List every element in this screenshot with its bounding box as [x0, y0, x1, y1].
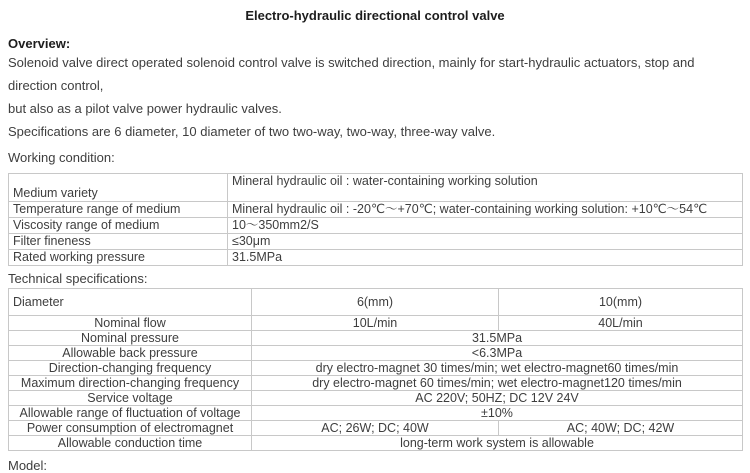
column-header-10mm: 10(mm)	[499, 289, 743, 316]
table-row-allowable-back-pressure	[9, 346, 743, 361]
technical-specifications-heading: Technical specifications:	[8, 271, 148, 286]
row-label: Allowable conduction time	[9, 436, 252, 451]
row-value: Mineral hydraulic oil : water-containing working solution	[228, 174, 743, 202]
table-row-temperature-range	[9, 202, 743, 218]
overview-heading: Overview:	[8, 36, 71, 51]
row-value: 31.5MPa	[252, 331, 743, 346]
working-condition-heading: Working condition:	[8, 150, 115, 165]
specifications-line: Specifications are 6 diameter, 10 diameter of two two-way, two-way, three-way valve.	[8, 124, 496, 139]
overview-line-1: Solenoid valve direct operated solenoid control valve is switched direction, mainly for start-hydraulic actuators, stop and direction control,	[8, 55, 695, 93]
row-label: Power consumption of electromagnet	[9, 421, 252, 436]
table-row-nominal-flow	[9, 316, 743, 331]
row-value: ≤30μm	[228, 234, 743, 250]
row-value: 31.5MPa	[228, 250, 743, 266]
row-label: Allowable back pressure	[9, 346, 252, 361]
row-value: Mineral hydraulic oil : -20℃～+70℃; water-containing working solution: +10℃～54℃	[228, 202, 743, 218]
working-condition-table	[8, 173, 743, 266]
row-value: AC 220V; 50HZ; DC 12V 24V	[252, 391, 743, 406]
row-label: Temperature range of medium	[9, 202, 228, 218]
model-heading: Model:	[8, 458, 48, 473]
table-row-maximum-direction-changing-frequency	[9, 376, 743, 391]
row-value: dry electro-magnet 30 times/min; wet electro-magnet60 times/min	[252, 361, 743, 376]
table-row-diameter-header	[9, 289, 743, 316]
row-label: Viscosity range of medium	[9, 218, 228, 234]
row-label: Nominal pressure	[9, 331, 252, 346]
row-label: Service voltage	[9, 391, 252, 406]
row-label: Diameter	[9, 289, 252, 316]
overview-line-2: but also as a pilot valve power hydraulic valves.	[8, 101, 282, 116]
row-value: ±10%	[252, 406, 743, 421]
table-row-rated-working-pressure	[9, 250, 743, 266]
table-row-viscosity-range	[9, 218, 743, 234]
table-row-voltage-fluctuation-range	[9, 406, 743, 421]
row-value: dry electro-magnet 60 times/min; wet electro-magnet120 times/min	[252, 376, 743, 391]
row-label: Filter fineness	[9, 234, 228, 250]
row-label: Allowable range of fluctuation of voltage	[9, 406, 252, 421]
row-label: Medium variety	[9, 174, 228, 202]
row-value: <6.3MPa	[252, 346, 743, 361]
table-row-direction-changing-frequency	[9, 361, 743, 376]
row-label: Maximum direction-changing frequency	[9, 376, 252, 391]
table-row-service-voltage	[9, 391, 743, 406]
cell-6mm: AC; 26W; DC; 40W	[252, 421, 499, 436]
row-value: 10～350mm2/S	[228, 218, 743, 234]
page-title: Electro-hydraulic directional control valve	[245, 8, 505, 23]
table-row-filter-fineness	[9, 234, 743, 250]
table-row-nominal-pressure	[9, 331, 743, 346]
table-row-power-consumption	[9, 421, 743, 436]
cell-10mm: AC; 40W; DC; 42W	[499, 421, 743, 436]
cell-10mm: 40L/min	[499, 316, 743, 331]
technical-specifications-table	[8, 288, 743, 451]
row-label: Rated working pressure	[9, 250, 228, 266]
column-header-6mm: 6(mm)	[252, 289, 499, 316]
row-label: Direction-changing frequency	[9, 361, 252, 376]
table-row-allowable-conduction-time	[9, 436, 743, 451]
cell-6mm: 10L/min	[252, 316, 499, 331]
table-row-medium-variety	[9, 174, 743, 202]
row-label: Nominal flow	[9, 316, 252, 331]
row-value: long-term work system is allowable	[252, 436, 743, 451]
